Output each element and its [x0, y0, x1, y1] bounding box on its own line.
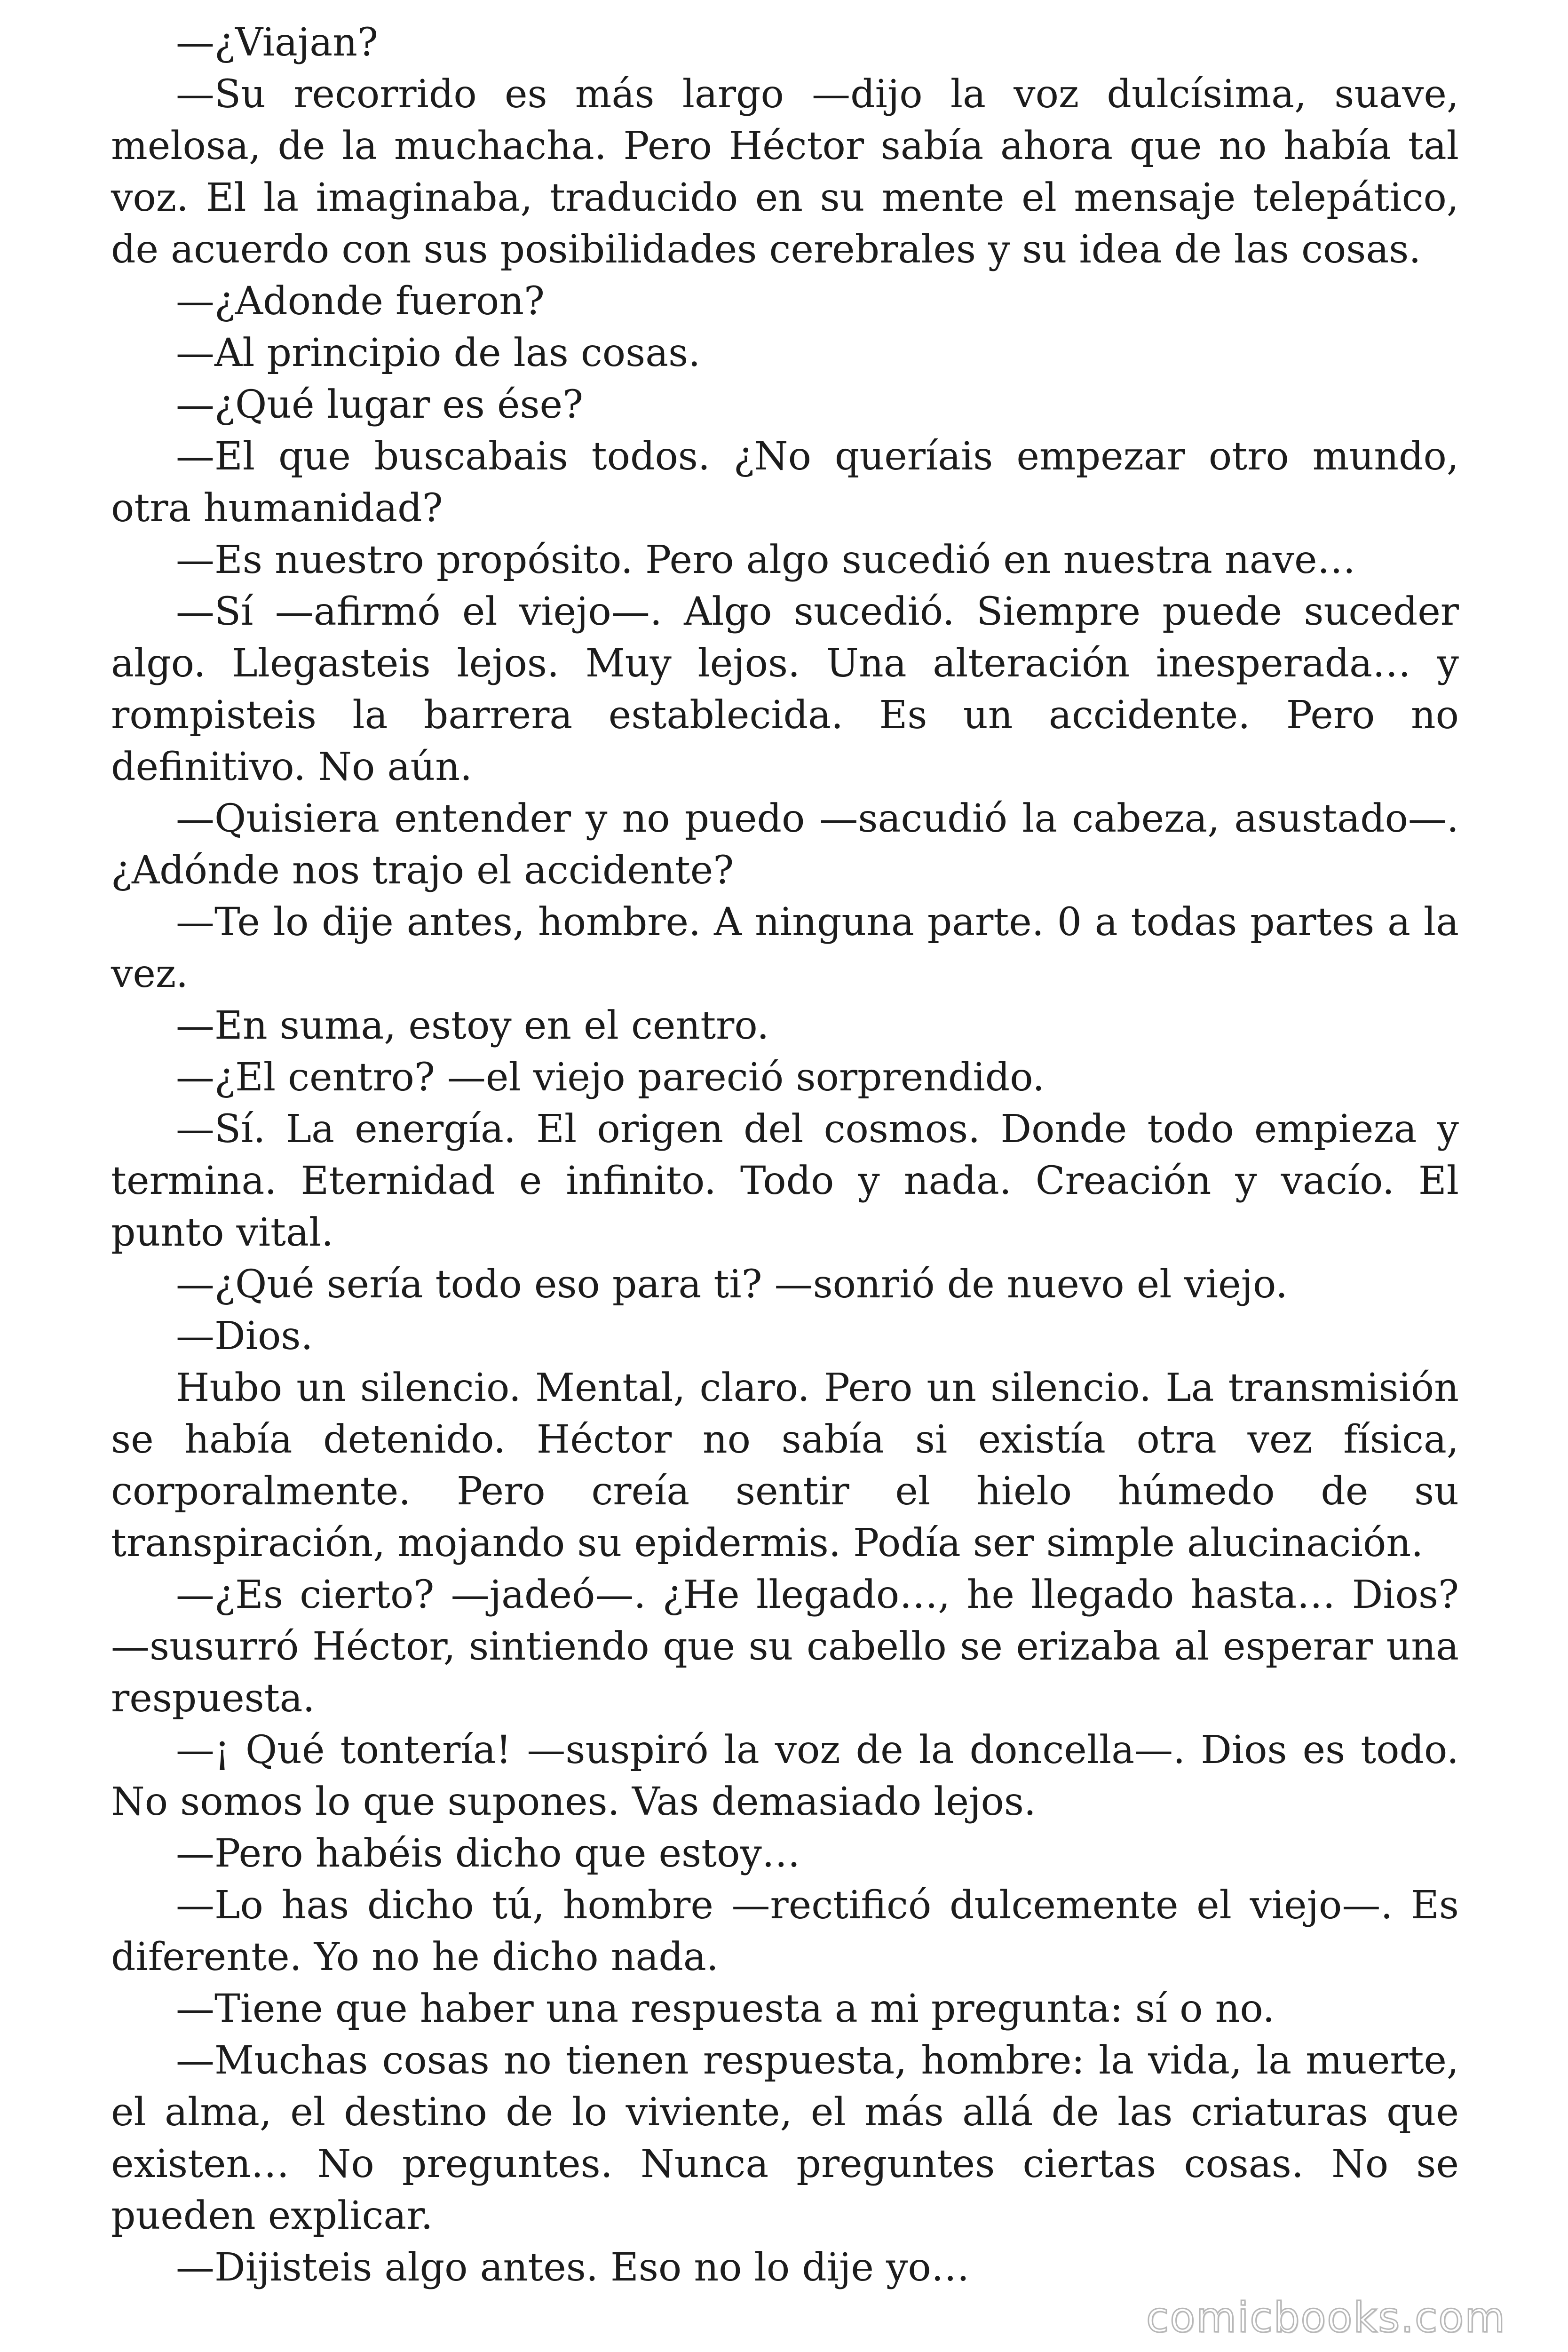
paragraph: —Sí. La energía. El origen del cosmos. Donde todo empieza y termina. Eternidad e infinito. Todo y nada. Creación y vacío. El punto vital. — [111, 1107, 1459, 1255]
paragraph: —Muchas cosas no tienen respuesta, hombre: la vida, la muerte, el alma, el destino de lo viviente, el más allá de las criaturas que existen… No preguntes. Nunca preguntes ciertas cosas. No se pueden explicar. — [111, 2038, 1459, 2238]
paragraph: —¿El centro? —el viejo pareció sorprendido. — [176, 1055, 1045, 1100]
paragraph: —El que buscabais todos. ¿No queríais empezar otro mundo, otra humanidad? — [111, 434, 1459, 531]
page-text — [111, 17, 1459, 2294]
paragraph: —Pero habéis dicho que estoy… — [176, 1831, 800, 1876]
paragraph: —Lo has dicho tú, hombre —rectificó dulcemente el viejo—. Es diferente. Yo no he dicho nada. — [111, 1883, 1459, 1979]
paragraph: —Te lo dije antes, hombre. A ninguna parte. 0 a todas partes a la vez. — [111, 900, 1459, 996]
paragraph: —¡ Qué tontería! —suspiró la voz de la doncella—. Dios es todo. No somos lo que supones. Vas demasiado lejos. — [111, 1728, 1459, 1824]
watermark: comicbooks.com — [1146, 2293, 1506, 2342]
paragraph: Hubo un silencio. Mental, claro. Pero un silencio. La transmisión se había detenido. Héctor no sabía si existía otra vez física, corporalmente. Pero creía sentir el hielo húmedo de su transpiración, mojando su epidermis. Podía ser simple alucinación. — [111, 1366, 1459, 1565]
paragraph: —¿Adonde fueron? — [176, 279, 545, 324]
paragraph: —Sí —afirmó el viejo—. Algo sucedió. Siempre puede suceder algo. Llegasteis lejos. Muy lejos. Una alteración inesperada… y rompisteis la barrera establecida. Es un accidente. Pero no definitivo. No aún. — [111, 589, 1459, 789]
paragraph: —Al principio de las cosas. — [176, 331, 701, 375]
paragraph: —Es nuestro propósito. Pero algo sucedió en nuestra nave… — [176, 538, 1356, 582]
paragraph: —Quisiera entender y no puedo —sacudió la cabeza, asustado—. ¿Adónde nos trajo el accidente? — [111, 796, 1459, 893]
paragraph: —Tiene que haber una respuesta a mi pregunta: sí o no. — [176, 1986, 1275, 2031]
paragraph: —Su recorrido es más largo —dijo la voz dulcísima, suave, melosa, de la muchacha. Pero Héctor sabía ahora que no había tal voz. El la imaginaba, traducido en su mente el mensaje telepático, de acuerdo con sus posibilidades cerebrales y su idea de las cosas. — [111, 72, 1459, 272]
paragraph: —¿Qué sería todo eso para ti? —sonrió de nuevo el viejo. — [176, 1262, 1288, 1307]
paragraph: —¿Viajan? — [176, 20, 378, 65]
paragraph: —Dijisteis algo antes. Eso no lo dije yo… — [176, 2245, 970, 2290]
paragraph: —¿Es cierto? —jadeó—. ¿He llegado…, he llegado hasta… Dios? —susurró Héctor, sintiendo que su cabello se erizaba al esperar una respuesta. — [111, 1573, 1459, 1721]
paragraph: —¿Qué lugar es ése? — [176, 382, 584, 427]
paragraph: —Dios. — [176, 1314, 313, 1359]
paragraph: —En suma, estoy en el centro. — [176, 1003, 769, 1048]
